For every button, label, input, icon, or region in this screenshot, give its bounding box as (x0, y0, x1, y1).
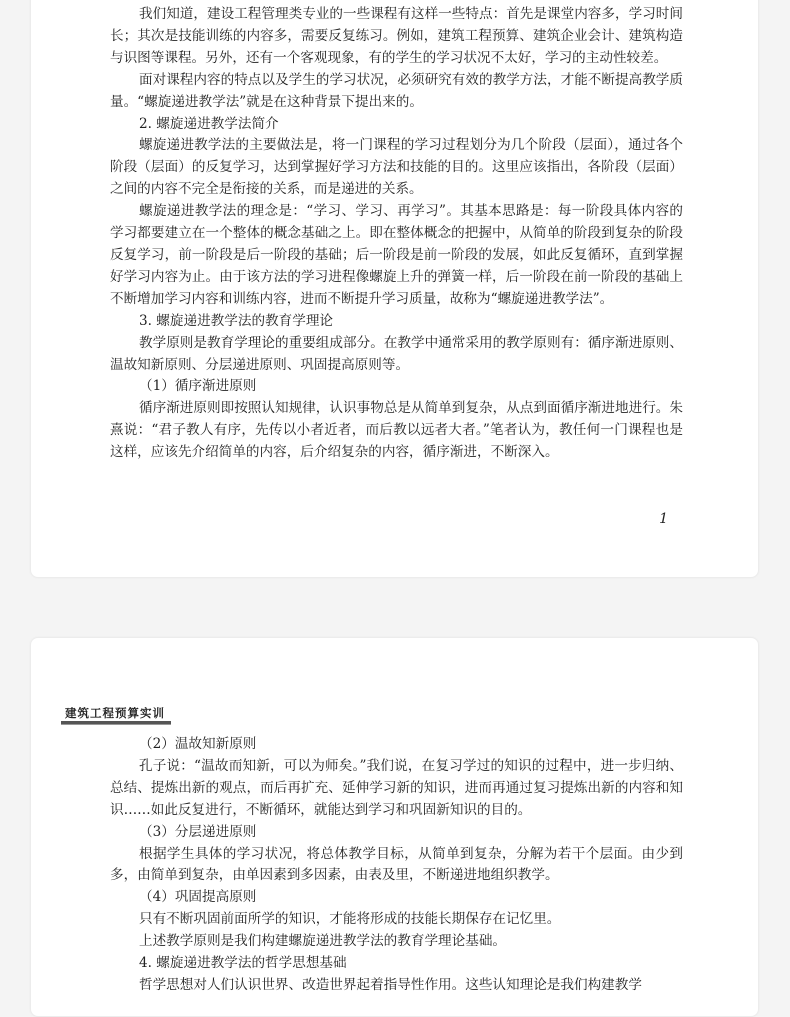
subsection-heading: （3）分层递进原则 (139, 823, 257, 840)
subsection-heading: （1）循序渐进原则 (139, 378, 257, 395)
paragraph: 上述教学原则是我们构建螺旋递进教学法的教育学理论基础。 (139, 933, 507, 950)
section-heading: 2. 螺旋递进教学法简介 (139, 115, 279, 132)
paragraph: 螺旋递进教学法的理念是：“学习、学习、再学习”。其基本思路是：每一阶段具体内容的学习都要建立在一个整体的概念基础之上。即在整体概念的把握中，从简单的阶段到复杂的阶段反复学习，前一阶段是后一阶段的基础；后一阶段是前一阶段的发展，如此反复循环，直到掌握好学习内容为止。由于该方法的学习进程像螺旋上升的弹簧一样，后一阶段在前一阶段的基础上不断增加学习内容和训练内容，进而不断提升学习质量，故称为“螺旋递进教学法”。 (110, 203, 683, 307)
page-1-body (110, 4, 683, 464)
paragraph: 面对课程内容的特点以及学生的学习状况，必须研究有效的教学方法，才能不断提高教学质量。“螺旋递进教学法”就是在这种背景下提出来的。 (110, 71, 683, 110)
paragraph: 螺旋递进教学法的主要做法是，将一门课程的学习过程划分为几个阶段（层面），通过各个阶段（层面）的反复学习，达到掌握好学习方法和技能的目的。这里应该指出，各阶段（层面）之间的内容不完全是衔接的关系，而是递进的关系。 (110, 137, 683, 198)
document-page-2 (30, 637, 759, 1017)
running-header: 建筑工程预算实训 (65, 706, 165, 720)
section-heading: 3. 螺旋递进教学法的教育学理论 (139, 312, 334, 329)
page-number: 1 (659, 511, 668, 527)
subsection-heading: （2）温故知新原则 (139, 736, 257, 752)
paragraph: 我们知道，建设工程管理类专业的一些课程有这样一些特点：首先是课堂内容多，学习时间长；其次是技能训练的内容多，需要反复练习。例如，建筑工程预算、建筑企业会计、建筑构造与识图等课程。另外，还有一个客观现象，有的学生的学习状况不太好，学习的主动性较差。 (110, 6, 683, 66)
section-heading: 4. 螺旋递进教学法的哲学思想基础 (139, 955, 347, 972)
paragraph: 孔子说：“温故而知新，可以为师矣。”我们说，在复习学过的知识的过程中，进一步归纳、总结、提炼出新的观点，而后再扩充、延伸学习新的知识，进而再通过复习提炼出新的内容和知识……如此反复进行，不断循环，就能达到学习和巩固新知识的目的。 (110, 757, 683, 818)
paragraph: 只有不断巩固前面所学的知识，才能将形成的技能长期保存在记忆里。 (139, 911, 561, 928)
paragraph: 根据学生具体的学习状况，将总体教学目标，从简单到复杂，分解为若干个层面。由少到多，由简单到复杂，由单因素到多因素，由表及里，不断递进地组织教学。 (110, 845, 683, 884)
page-2-body (110, 734, 683, 997)
paragraph: 哲学思想对人们认识世界、改造世界起着指导性作用。这些认知理论是我们构建教学 (139, 976, 642, 993)
subsection-heading: （4）巩固提高原则 (139, 889, 257, 906)
paragraph: 教学原则是教育学理论的重要组成部分。在教学中通常采用的教学原则有：循序渐进原则、温故知新原则、分层递进原则、巩固提高原则等。 (110, 334, 683, 373)
header-rule (61, 721, 171, 725)
paragraph: 循序渐进原则即按照认知规律，认识事物总是从简单到复杂，从点到面循序渐进地进行。朱熹说：“君子教人有序，先传以小者近者，而后教以远者大者。”笔者认为，教任何一门课程也是这样，应该先介绍简单的内容，后介绍复杂的内容，循序渐进，不断深入。 (110, 400, 683, 461)
document-page-1 (30, 0, 759, 578)
